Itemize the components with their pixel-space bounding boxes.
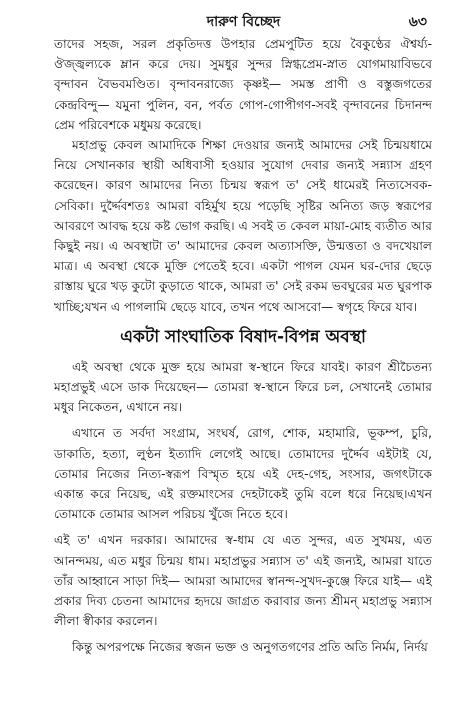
body-text	[54, 34, 432, 658]
paragraph: এই অবস্থা থেকে মুক্ত হয়ে আমরা স্ব-স্থানে ফিরে যাবই। কারণ শ্রীচৈতন্য মহাপ্রভুই এসে ডাক দিয়েছেন— তোমরা স্ব-স্থানে ফিরে চল, সেখানেই তোমার মধুর নিকেতন, এখানে নয়।	[54, 359, 432, 415]
paragraph: এই ত' এখন দরকার। আমাদের স্ব-ধাম যে এত সুন্দর, এত সুখময়, এত আনন্দময়, এত মধুর চিন্ময় ধাম। মহাপ্রভুর সন্ন্যাস ত' এই জন্যই, আমরা যাতে তাঁর আহ্বানে সাড়া দিই— আমরা আমাদের স্বানন্দ-সুখদ-কুঞ্জে ফিরে যাই— এই প্রকার দিব্য চেতনা আমাদের হৃদয়ে জাগ্রত করাবার জন্য শ্রীমন্ মহাপ্রভু সন্ন্যাস লীলা স্বীকার করলেন।	[54, 533, 432, 629]
paragraph: মহাপ্রভু কেবল আমাদিকে শিক্ষা দেওয়ার জন্যই আমাদের সেই চিন্ময়ধামে নিয়ে সেখানকার স্থায়ী অধিবাসী হওয়ার সুযোগ দেবার জন্যই সন্ন্যাস গ্রহণ করেছেন। কারণ আমাদের নিত্য চিন্ময় স্বরূপ ত' সেই ধামেরই নিত্যসেবক-সেবিকা। দুর্দ্দৈবশতঃ আমরা বহির্মুখ হয়ে পড়েছি সৃষ্টির অনিত্য জড় স্বরূপের আবরণে আবদ্ধ হয়ে কষ্ট ভোগ করছি। এ সবই ত কেবল মায়া-মোহ ব্যতীত আর কিছুই নয়। এ অবস্থাটা ত' আমাদের কেবল অত্যাসক্তি, উন্মত্ততা ও বদখেয়াল মাত্র। এ অবস্থা থেকে মুক্তি পেতেই হবে। একটা পাগল যেমন ঘর-দোর ছেড়ে রাস্তায় ঘুরে খড় কুটো কুড়াতে থাকে, আমরা ত' সেই রকম ভবঘুরের মত ঘুরপাক খাচ্ছি;যখন এ পাগলামি ছেড়ে যাবে, তখন পথে আসবো— স্বগৃহে ফিরে যাব।	[54, 138, 432, 314]
page-number: ৬৩	[408, 14, 427, 30]
running-header	[54, 10, 433, 32]
paragraph: কিন্তু অপরপক্ষে নিজের স্বজন ভক্ত ও অনুগতগণের প্রতি অতি নির্মম, নির্দয়	[72, 640, 428, 655]
paragraph: তাদের সহজ, সরল প্রকৃতিদত্ত উপহার প্রেমপুটিত হয়ে বৈকুণ্ঠের ঐশ্বর্য্য-ঔজ্জ্বল্যকে ম্লান করে দেয়। সুমধুর সুন্দর স্নিগ্ধপ্রেম-স্নাত যোগমায়াবিভবে বৃন্দাবন বৈভবমণ্ডিত। বৃন্দাবনরাজ্যে কৃষ্ণই— সমস্ত প্রাণী ও বস্তুজগতের কেন্দ্রবিন্দু— যমুনা পুলিন, বন, পর্বত গোপ-গোপীগণ-সবই বৃন্দাবনের চিদানন্দ প্রেম পরিবেশকে মধুময় করেছে।	[54, 37, 432, 132]
running-title: দারুণ বিচ্ছেদ	[206, 14, 281, 30]
section-heading: একটা সাংঘাতিক বিষাদ-বিপন্ন অবস্থা	[120, 326, 366, 347]
paragraph: এখানে ত সর্বদা সংগ্রাম, সংঘর্ষ, রোগ, শোক, মহামারি, ভূকম্প, চুরি, ডাকাতি, হত্যা, লুণ্ঠন ইত্যাদি লেগেই আছে। তোমাদের দুর্দ্দৈব এইটাই যে, তোমার নিজের নিত্য-স্বরূপ বিস্মৃত হয়ে এই দেহ-গেহ, সংসার, জগৎটাকে একান্ত করে নিয়েছ, এই রক্তমাংসের দেহটাকেই তুমি বলে ধরে নিয়েছ।এখন তোমাকে তোমার আসল পরিচয় খুঁজে নিতে হবে।	[54, 426, 432, 522]
